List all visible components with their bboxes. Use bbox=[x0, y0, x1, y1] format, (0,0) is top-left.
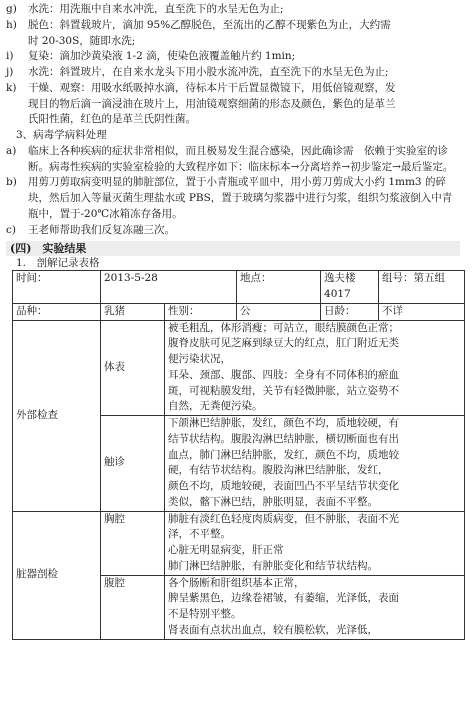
table-row bbox=[13, 303, 465, 320]
place-label-value bbox=[237, 271, 321, 304]
body-surface-label: 体表 bbox=[101, 320, 165, 416]
thorax-findings bbox=[165, 511, 465, 575]
step-k-cont-2: 氏阳性菌，红色的是革兰氏阴性菌。 bbox=[28, 113, 196, 126]
place-value: 逸夫楼 4017 bbox=[321, 271, 379, 304]
finding-line: 心脏无明显病变，肝正常 bbox=[168, 544, 284, 556]
virology-item-c: c) 王老师帮助我们反复冻融三次。 bbox=[6, 223, 175, 236]
finding-line: 脾呈紫黑色，边缘卷裙皱，有萎缩，光泽低，表面 bbox=[168, 592, 399, 605]
finding-line: 腹脊皮肤可见芝麻到绿豆大的红点，肛门附近无类 bbox=[168, 337, 399, 350]
step-k: k) 干燥、观察：用吸水纸吸掉水滴，待标本片干后置显微镜下，用低倍镜观察，发 bbox=[6, 81, 396, 94]
visceral-exam-label: 脏器剖检 bbox=[13, 511, 101, 639]
finding-line: 类似，髂下淋巴结，肿胀明显，表面不平整。 bbox=[168, 495, 378, 508]
finding-line: 肺门淋巴结肿胀，有肿胀变化和结节状结构。 bbox=[168, 559, 378, 572]
necropsy-record-table bbox=[12, 270, 465, 639]
finding-line: 颜色不均，质地较硬，表面凹凸不平呈结节状变化 bbox=[168, 480, 399, 492]
finding-line: 结节状结构。腹股沟淋巴结肿胀，横切断面也有出 bbox=[168, 432, 399, 445]
table-row bbox=[13, 271, 465, 304]
finding-line: 自然，无粪便污染。 bbox=[168, 400, 263, 413]
group-cell bbox=[379, 271, 465, 304]
finding-line: 泽，不平整。 bbox=[168, 528, 231, 541]
abdomen-findings bbox=[165, 575, 465, 639]
species-value: 乳猪 bbox=[101, 303, 165, 320]
finding-line: 硬，有结节状结构。腹股沟淋巴结肿胀，发红， bbox=[168, 464, 389, 477]
finding-line: 不是特别平整。 bbox=[168, 608, 242, 620]
sex-label: 性别： bbox=[165, 303, 237, 320]
finding-line: 血点，肺门淋巴结肿胀，发红，颜色不均，质地较 bbox=[168, 448, 399, 461]
step-h-cont: 时 20-30S，随即水洗; bbox=[28, 34, 136, 47]
finding-line: 斑，可视粘膜发绀，关节有轻微肿胀，站立姿势不 bbox=[168, 384, 399, 397]
finding-line: 耳朵、颈部、腹部、四肢：全身有不同体积的瘀血 bbox=[168, 368, 399, 381]
subsection-title: 1. 剖解记录表格 bbox=[16, 257, 100, 270]
staining-steps bbox=[6, 0, 460, 128]
step-k-cont-1: 现目的物后滴一滴浸油在玻片上，用油镜观察细菌的形态及颜色，紫色的是革兰 bbox=[28, 97, 396, 110]
time-value: 2013-5-28 bbox=[101, 271, 237, 304]
finding-line: 便污染状况， bbox=[168, 353, 231, 365]
sex-value: 公 bbox=[237, 303, 321, 320]
table-row bbox=[13, 320, 465, 416]
time-label: 时间： bbox=[13, 271, 101, 304]
group-label: 组号： bbox=[382, 272, 414, 285]
finding-line: 各个肠断和肝组织基本正常， bbox=[168, 576, 305, 589]
group-value: 第五组 bbox=[413, 272, 446, 285]
virology-item-b: b) 用剪刀剪取病变明显的肺脏部位，置于小青瓶或平皿中，用小剪刀剪成大小约 1mm3 的碎块，然后加入等量灭菌生理盐水或 PBS，置于玻璃匀浆器中进行匀浆，组织匀浆液倒入中青瓶中，置于-20℃冰箱冻存备用。 bbox=[6, 176, 453, 220]
age-value: 不详 bbox=[379, 303, 465, 320]
finding-line: 被毛粗乱，体形消瘦；可站立，眼结膜颜色正常； bbox=[168, 321, 399, 334]
abdomen-label: 腹腔 bbox=[101, 575, 165, 639]
palpation-findings bbox=[165, 416, 465, 512]
thorax-label: 胸腔 bbox=[101, 511, 165, 575]
virology-item-a: a) 临床上各种疾病的症状非常相似，而且极易发生混合感染，因此确诊需 依赖于实验室的诊断。病毒性疾病的实验室检验的大致程序如下：临床标本→分离培养→初步鉴定→最后鉴定。 bbox=[6, 144, 454, 173]
virology-heading: 3、病毒学病料处理 bbox=[16, 129, 107, 141]
step-g: g) 水洗：用洗瓶中自来水冲洗，直至洗下的水呈无色为止; bbox=[6, 3, 284, 15]
step-i: i) 复染：滴加沙黄染液 1-2 滴，使染色液覆盖触片约 1min; bbox=[6, 50, 296, 63]
external-exam-label: 外部检查 bbox=[13, 320, 101, 511]
finding-line: 肺脏有淡红色轻度肉质病变，但不肿胀，表面不光 bbox=[168, 512, 399, 525]
section-title: (四) 实验结果 bbox=[6, 241, 460, 256]
species-label: 品种： bbox=[13, 303, 101, 320]
finding-line: 肾表面有点状出血点，较有膜松软，光泽低， bbox=[168, 623, 378, 636]
palpation-label: 触诊 bbox=[101, 416, 165, 512]
finding-line: 下颌淋巴结肿胀，发红，颜色不均，质地较硬，有 bbox=[168, 417, 399, 429]
age-label: 日龄： bbox=[321, 303, 379, 320]
step-j: j) 水洗：斜置玻片，在自来水龙头下用小股水流冲洗，直至洗下的水呈无色为止; bbox=[6, 66, 389, 78]
body-surface-findings bbox=[165, 320, 465, 416]
step-h: h) 脱色：斜置载玻片，滴加 95%乙醇脱色，至流出的乙醇不现紫色为止，大约需 bbox=[6, 18, 391, 31]
place-label: 地点： bbox=[240, 272, 272, 285]
table-row bbox=[13, 511, 465, 575]
